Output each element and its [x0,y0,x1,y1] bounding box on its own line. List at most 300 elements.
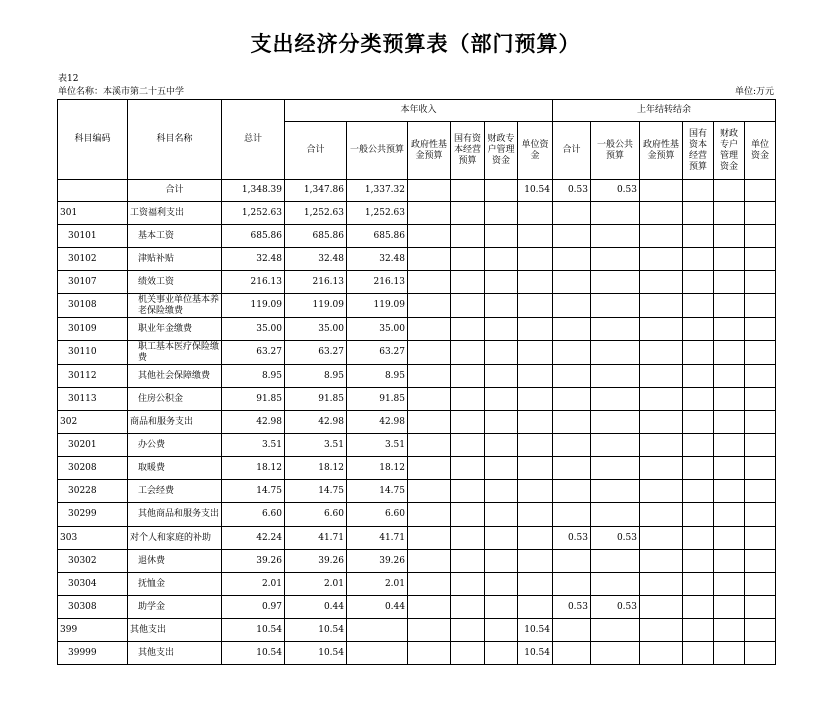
cell-c-fund [408,596,451,619]
cell-p-state [683,573,714,596]
cell-total: 35.00 [222,318,285,341]
cell-c-sum: 216.13 [285,271,347,294]
cell-c-sum: 91.85 [285,388,347,411]
cell-c-gen: 35.00 [347,318,408,341]
cell-c-unit [518,365,553,388]
cell-code: 302 [58,411,128,434]
cell-code: 30208 [58,457,128,480]
cell-p-unit [745,573,776,596]
cell-name: 其他支出 [128,642,222,665]
cell-c-state [451,294,485,318]
cell-c-state [451,434,485,457]
header-current-year: 本年收入 [285,100,553,122]
table-row [58,573,776,596]
cell-total: 685.86 [222,225,285,248]
cell-c-sum: 1,252.63 [285,202,347,225]
cell-code: 30112 [58,365,128,388]
cell-p-unit [745,202,776,225]
cell-p-sum [553,388,591,411]
cell-total: 6.60 [222,503,285,527]
header-cur-special: 财政专户管理资金 [485,122,518,180]
cell-total: 39.26 [222,550,285,573]
cell-code: 30302 [58,550,128,573]
cell-c-fund [408,388,451,411]
cell-p-sum [553,642,591,665]
cell-p-state [683,596,714,619]
cell-c-unit [518,527,553,550]
cell-p-spec [714,503,745,527]
cell-p-spec [714,225,745,248]
cell-c-gen: 42.98 [347,411,408,434]
cell-p-sum [553,480,591,503]
cell-p-gen [591,271,640,294]
cell-c-unit [518,503,553,527]
header-pri-unit: 单位资金 [745,122,776,180]
table-row [58,550,776,573]
table-row [58,294,776,318]
cell-p-state [683,434,714,457]
cell-p-unit [745,434,776,457]
cell-p-fund [640,225,683,248]
cell-c-sum: 685.86 [285,225,347,248]
cell-p-gen [591,434,640,457]
cell-c-gen: 91.85 [347,388,408,411]
cell-c-spec [485,271,518,294]
cell-name: 津贴补贴 [128,248,222,271]
cell-p-gen [591,642,640,665]
cell-c-unit [518,550,553,573]
cell-p-spec [714,573,745,596]
cell-p-sum [553,365,591,388]
cell-p-gen [591,318,640,341]
cell-c-unit [518,388,553,411]
cell-code: 30102 [58,248,128,271]
cell-c-state [451,225,485,248]
cell-c-sum: 119.09 [285,294,347,318]
cell-name: 办公费 [128,434,222,457]
cell-c-state [451,318,485,341]
cell-c-gen: 14.75 [347,480,408,503]
cell-c-state [451,271,485,294]
cell-p-spec [714,434,745,457]
cell-p-state [683,180,714,202]
cell-c-state [451,341,485,365]
cell-c-sum: 1,347.86 [285,180,347,202]
cell-p-fund [640,411,683,434]
cell-p-spec [714,388,745,411]
cell-c-gen: 63.27 [347,341,408,365]
cell-p-state [683,527,714,550]
cell-c-state [451,248,485,271]
cell-p-state [683,503,714,527]
cell-p-spec [714,365,745,388]
cell-c-state [451,503,485,527]
cell-total: 10.54 [222,619,285,642]
cell-c-state [451,642,485,665]
cell-c-fund [408,642,451,665]
cell-p-gen [591,619,640,642]
cell-c-spec [485,503,518,527]
cell-p-sum [553,503,591,527]
cell-name: 抚恤金 [128,573,222,596]
cell-c-spec [485,202,518,225]
cell-c-spec [485,294,518,318]
cell-p-spec [714,527,745,550]
cell-p-state [683,550,714,573]
cell-total: 0.97 [222,596,285,619]
cell-c-fund [408,294,451,318]
cell-c-sum: 63.27 [285,341,347,365]
cell-name: 职工基本医疗保险缴费 [128,341,222,365]
cell-p-gen [591,411,640,434]
cell-total: 42.24 [222,527,285,550]
cell-p-spec [714,596,745,619]
cell-c-unit [518,434,553,457]
cell-p-sum [553,248,591,271]
cell-c-unit [518,480,553,503]
cell-c-state [451,573,485,596]
cell-p-unit [745,457,776,480]
cell-c-fund [408,341,451,365]
cell-p-spec [714,202,745,225]
cell-c-sum: 35.00 [285,318,347,341]
cell-p-spec [714,550,745,573]
cell-c-unit: 10.54 [518,619,553,642]
cell-p-state [683,411,714,434]
cell-c-gen: 216.13 [347,271,408,294]
cell-p-state [683,341,714,365]
cell-c-unit [518,318,553,341]
cell-p-spec [714,248,745,271]
cell-c-spec [485,573,518,596]
cell-p-state [683,642,714,665]
table-row [58,457,776,480]
cell-code: 30109 [58,318,128,341]
cell-c-spec [485,642,518,665]
budget-table [57,99,776,665]
cell-p-sum [553,619,591,642]
cell-c-gen: 0.44 [347,596,408,619]
cell-c-spec [485,480,518,503]
cell-c-gen: 8.95 [347,365,408,388]
cell-c-gen: 39.26 [347,550,408,573]
cell-p-gen [591,202,640,225]
cell-p-spec [714,341,745,365]
cell-c-spec [485,180,518,202]
cell-name: 对个人和家庭的补助 [128,527,222,550]
cell-p-sum [553,457,591,480]
cell-c-unit: 10.54 [518,180,553,202]
cell-c-state [451,596,485,619]
cell-c-fund [408,550,451,573]
table-row [58,527,776,550]
cell-p-fund [640,619,683,642]
header-cur-fund: 政府性基金预算 [408,122,451,180]
cell-total: 63.27 [222,341,285,365]
cell-p-sum [553,434,591,457]
cell-code: 30308 [58,596,128,619]
cell-c-state [451,527,485,550]
cell-c-unit [518,573,553,596]
cell-code: 30113 [58,388,128,411]
cell-p-fund [640,503,683,527]
table-body [58,180,776,665]
cell-p-state [683,225,714,248]
cell-c-fund [408,180,451,202]
cell-total: 10.54 [222,642,285,665]
table-row [58,388,776,411]
cell-p-spec [714,480,745,503]
cell-p-state [683,480,714,503]
cell-code: 30107 [58,271,128,294]
cell-c-sum: 10.54 [285,619,347,642]
cell-p-state [683,202,714,225]
cell-c-spec [485,365,518,388]
header-pri-state: 国有资本经营预算 [683,122,714,180]
cell-c-spec [485,225,518,248]
cell-p-fund [640,318,683,341]
header-cur-sum: 合计 [285,122,347,180]
cell-p-spec [714,457,745,480]
cell-name: 其他社会保障缴费 [128,365,222,388]
cell-p-sum: 0.53 [553,180,591,202]
header-pri-general: 一般公共预算 [591,122,640,180]
cell-code: 30299 [58,503,128,527]
cell-c-state [451,480,485,503]
cell-p-unit [745,503,776,527]
cell-p-gen [591,365,640,388]
table-row [58,411,776,434]
cell-p-state [683,318,714,341]
cell-c-sum: 18.12 [285,457,347,480]
cell-p-sum [553,294,591,318]
cell-total: 18.12 [222,457,285,480]
cell-p-gen [591,248,640,271]
table-row [58,642,776,665]
cell-c-gen: 18.12 [347,457,408,480]
cell-p-spec [714,642,745,665]
cell-c-sum: 41.71 [285,527,347,550]
cell-c-state [451,180,485,202]
cell-c-sum: 6.60 [285,503,347,527]
cell-c-fund [408,225,451,248]
header-code: 科目编码 [58,100,128,180]
cell-p-state [683,457,714,480]
table-row [58,202,776,225]
cell-c-fund [408,527,451,550]
cell-c-gen: 1,337.32 [347,180,408,202]
cell-p-gen [591,573,640,596]
cell-p-sum [553,271,591,294]
table-number: 表12 [58,74,79,84]
cell-c-gen: 1,252.63 [347,202,408,225]
cell-p-sum [553,341,591,365]
cell-p-sum: 0.53 [553,596,591,619]
table-row [58,619,776,642]
cell-p-unit [745,180,776,202]
cell-c-fund [408,365,451,388]
cell-p-sum: 0.53 [553,527,591,550]
cell-p-fund [640,180,683,202]
table-row [58,271,776,294]
table-row [58,434,776,457]
cell-code: 30110 [58,341,128,365]
cell-p-unit [745,248,776,271]
cell-c-state [451,457,485,480]
cell-name: 住房公积金 [128,388,222,411]
cell-p-state [683,619,714,642]
table-row [58,248,776,271]
cell-c-fund [408,318,451,341]
cell-p-fund [640,294,683,318]
cell-name: 工会经费 [128,480,222,503]
cell-c-sum: 10.54 [285,642,347,665]
cell-p-gen [591,457,640,480]
cell-total: 216.13 [222,271,285,294]
cell-c-state [451,550,485,573]
header-pri-special: 财政专户管理资金 [714,122,745,180]
cell-p-fund [640,573,683,596]
cell-c-fund [408,457,451,480]
cell-c-fund [408,480,451,503]
cell-code: 303 [58,527,128,550]
cell-total: 42.98 [222,411,285,434]
cell-c-sum: 39.26 [285,550,347,573]
cell-p-gen [591,550,640,573]
cell-c-fund [408,619,451,642]
cell-c-state [451,619,485,642]
cell-c-unit [518,271,553,294]
cell-p-state [683,388,714,411]
cell-name: 取暖费 [128,457,222,480]
cell-c-spec [485,411,518,434]
cell-p-spec [714,294,745,318]
cell-total: 14.75 [222,480,285,503]
cell-c-unit [518,411,553,434]
cell-p-spec [714,180,745,202]
cell-p-fund [640,550,683,573]
cell-p-fund [640,457,683,480]
cell-c-sum: 42.98 [285,411,347,434]
cell-p-unit [745,411,776,434]
table-row [58,318,776,341]
cell-p-gen [591,294,640,318]
cell-p-unit [745,318,776,341]
cell-code: 30201 [58,434,128,457]
cell-total: 1,348.39 [222,180,285,202]
cell-c-gen: 119.09 [347,294,408,318]
cell-total: 91.85 [222,388,285,411]
cell-c-sum: 2.01 [285,573,347,596]
cell-c-sum: 14.75 [285,480,347,503]
cell-c-gen: 41.71 [347,527,408,550]
cell-code: 30108 [58,294,128,318]
cell-code: 30304 [58,573,128,596]
cell-c-fund [408,503,451,527]
cell-c-gen: 2.01 [347,573,408,596]
cell-p-state [683,271,714,294]
page-title: 支出经济分类预算表（部门预算） [250,31,581,56]
cell-total: 119.09 [222,294,285,318]
cell-p-unit [745,596,776,619]
cell-c-spec [485,434,518,457]
cell-p-spec [714,411,745,434]
cell-p-sum [553,411,591,434]
cell-p-fund [640,434,683,457]
cell-code: 30101 [58,225,128,248]
cell-p-sum [553,550,591,573]
cell-p-gen [591,388,640,411]
cell-p-unit [745,480,776,503]
cell-p-gen [591,480,640,503]
cell-c-fund [408,202,451,225]
cell-c-fund [408,248,451,271]
cell-c-unit [518,294,553,318]
cell-p-unit [745,550,776,573]
cell-p-unit [745,527,776,550]
cell-total: 8.95 [222,365,285,388]
cell-p-state [683,294,714,318]
cell-name: 工资福利支出 [128,202,222,225]
cell-c-unit [518,202,553,225]
cell-c-spec [485,527,518,550]
header-prior-year: 上年结转结余 [553,100,776,122]
cell-c-gen: 32.48 [347,248,408,271]
cell-p-sum [553,202,591,225]
cell-p-fund [640,365,683,388]
cell-p-state [683,365,714,388]
cell-p-gen [591,225,640,248]
table-row [58,225,776,248]
header-cur-state: 国有资本经营预算 [451,122,485,180]
cell-p-gen: 0.53 [591,527,640,550]
cell-c-unit [518,341,553,365]
cell-p-fund [640,341,683,365]
cell-name: 其他支出 [128,619,222,642]
cell-c-spec [485,619,518,642]
cell-c-spec [485,596,518,619]
cell-total: 1,252.63 [222,202,285,225]
cell-name: 其他商品和服务支出 [128,503,222,527]
header-cur-general: 一般公共预算 [347,122,408,180]
cell-c-unit [518,248,553,271]
cell-p-gen [591,503,640,527]
table-row [58,341,776,365]
cell-p-gen [591,341,640,365]
cell-c-state [451,365,485,388]
cell-name: 退休费 [128,550,222,573]
table-row [58,596,776,619]
cell-code: 30228 [58,480,128,503]
header-pri-fund: 政府性基金预算 [640,122,683,180]
cell-p-fund [640,271,683,294]
cell-p-unit [745,388,776,411]
cell-c-spec [485,318,518,341]
cell-name: 助学金 [128,596,222,619]
unit-label: 单位:万元 [734,87,774,97]
cell-p-unit [745,341,776,365]
cell-code: 39999 [58,642,128,665]
table-row [58,503,776,527]
cell-name: 基本工资 [128,225,222,248]
table-row [58,480,776,503]
cell-c-fund [408,411,451,434]
cell-p-spec [714,318,745,341]
cell-p-fund [640,596,683,619]
cell-c-unit: 10.54 [518,642,553,665]
cell-c-gen: 6.60 [347,503,408,527]
cell-p-gen: 0.53 [591,596,640,619]
